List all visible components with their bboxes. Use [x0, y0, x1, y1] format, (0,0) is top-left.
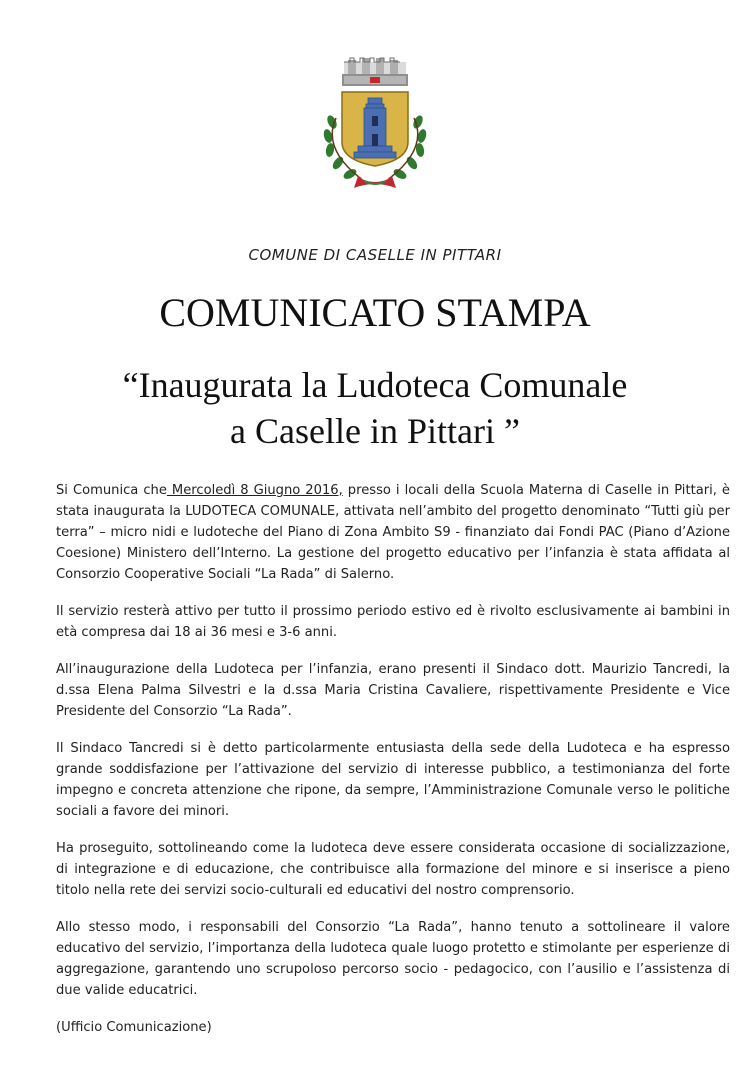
paragraph-service: Il servizio resterà attivo per tutto il prossimo periodo estivo ed è rivolto esclusivamente ai bambini in età compresa dai 18 ai 36 mesi e 3-6 anni.	[56, 604, 730, 640]
intro-text: presso i locali della Scuola Materna di Caselle in Pittari, è stata inaugurata la LUDOTECA COMUNALE, attivata nell’ambito del progetto denominato “Tutti giù per terra” – micro nidi e ludoteche del Piano di Zona Ambito S9 - finanziato dai Fondi PAC (Piano d’Azione Coesione) Ministero dell’Interno. La gestione del progetto educativo per l’infanzia è stata affidata al Consorzio Cooperative Sociali “La Rada” di Salerno.	[56, 483, 730, 582]
document-type-title: COMUNICATO STAMPA	[159, 290, 591, 335]
headline-line-2: a Caselle in Pittari ”	[230, 411, 520, 451]
headline	[0, 362, 750, 454]
signature: (Ufficio Comunicazione)	[56, 1020, 212, 1035]
paragraph-continuation: Ha proseguito, sottolineando come la ludoteca deve essere considerata occasione di socializzazione, di integrazione e di educazione, che contribuisce alla formazione del minore e si inserisce a pieno titolo nella rete dei servizi socio-culturali ed educativi del nostro comprensorio.	[56, 841, 730, 898]
paragraph-intro	[56, 480, 730, 585]
event-date: Mercoledì 8 Giugno 2016,	[166, 483, 343, 498]
intro-prefix: Si Comunica che	[56, 483, 167, 498]
paragraph-consortium: Allo stesso modo, i responsabili del Consorzio “La Rada”, hanno tenuto a sottolineare il valore educativo del servizio, l’importanza della ludoteca quale luogo protetto e stimolante per esperienze di aggregazione, garantendo uno scrupoloso percorso socio - pedagocico, con l’ausilio e l’assistenza di due valide educatrici.	[56, 920, 730, 998]
headline-line-1: “Inaugurata la Ludoteca Comunale	[122, 365, 628, 405]
paragraph-mayor-statement: Il Sindaco Tancredi si è detto particolarmente entusiasta della sede della Ludoteca e ha espresso grande soddisfazione per l’attivazione del servizio di interesse pubblico, a testimonianza del forte impegno e concreta attenzione che ripone, da sempre, l’Amministrazione Comunale verso le politiche sociali a favore dei minori.	[56, 741, 730, 819]
crown-icon	[342, 58, 408, 86]
press-release-body	[56, 480, 730, 1054]
paragraph-attendees: All’inaugurazione della Ludoteca per l’infanzia, erano presenti il Sindaco dott. Maurizio Tancredi, la d.ssa Elena Palma Silvestri e la d.ssa Maria Cristina Cavaliere, rispettivamente Presidente e Vice Presidente del Consorzio “La Rada”.	[56, 662, 730, 719]
municipality-name: COMUNE DI CASELLE IN PITTARI	[248, 246, 502, 264]
municipal-coat-of-arms-icon	[300, 48, 450, 196]
